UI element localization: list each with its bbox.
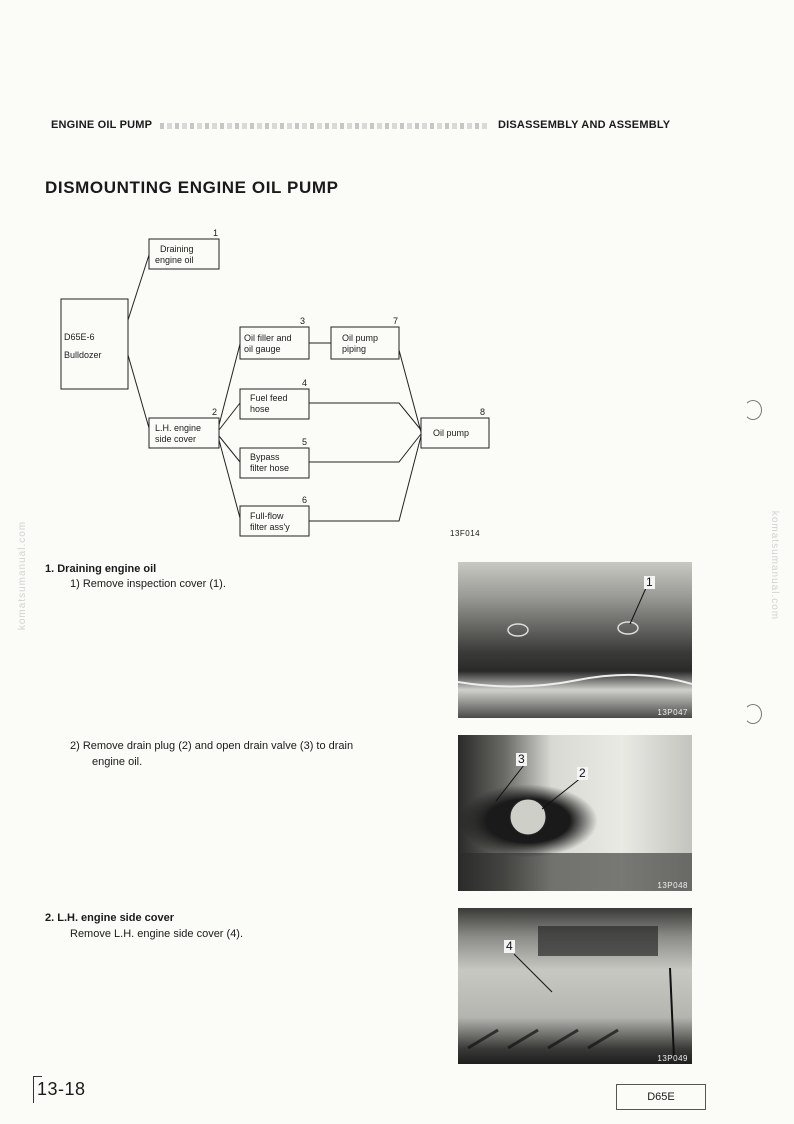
step-1-heading: 1. Draining engine oil (45, 563, 157, 575)
node-5-line-1: Bypass (250, 452, 280, 462)
photo-2-detail (458, 735, 692, 891)
node-5-number: 5 (302, 437, 308, 447)
diagram-figure-code: 13F014 (450, 529, 481, 538)
node-2-line-2: side cover (155, 434, 197, 444)
machine-box (61, 299, 128, 389)
photo-3-code: 13P049 (657, 1054, 688, 1063)
page-title: DISMOUNTING ENGINE OIL PUMP (45, 178, 339, 197)
node-7-line-2: piping (342, 344, 367, 354)
photo-3-detail (458, 908, 692, 1064)
section-header: ENGINE OIL PUMP (51, 119, 153, 131)
photo-2-code: 13P048 (657, 881, 688, 890)
node-3-number: 3 (300, 316, 306, 326)
node-8-number: 8 (480, 407, 486, 417)
node-box-7 (331, 327, 399, 359)
photo-1-detail (458, 562, 692, 718)
photo-inspection-cover (458, 562, 692, 718)
photo-side-cover (458, 908, 692, 1064)
node-6-line-2: filter ass'y (250, 522, 290, 532)
machine-line-1: D65E-6 (64, 332, 95, 342)
photo-drain-plug (458, 735, 692, 891)
watermark-right: komatsumanual.com (769, 510, 781, 621)
node-2-number: 2 (212, 407, 218, 417)
photo-1-callout: 1 (646, 575, 653, 589)
machine-line-2: Bulldozer (64, 350, 102, 360)
binder-hole-lower (744, 704, 762, 724)
node-1-line-1: Draining (160, 244, 194, 254)
diagram-boxes (61, 239, 489, 536)
step-1-2-text-line-1: 2) Remove drain plug (2) and open drain valve (3) to drain (70, 740, 354, 752)
node-8-line-1: Oil pump (433, 428, 470, 438)
step-1-2-text-line-2: engine oil. (92, 756, 143, 768)
node-7-number: 7 (393, 316, 399, 326)
photo-1-code: 13P047 (657, 708, 688, 717)
node-3-line-1: Oil filler and (244, 333, 292, 343)
procedure-flow-diagram (0, 0, 794, 560)
node-5-line-2: filter hose (250, 463, 290, 473)
node-box-3 (240, 327, 309, 359)
diagram-connectors (128, 255, 421, 521)
node-6-line-1: Full-flow (250, 511, 284, 521)
step-2-heading: 2. L.H. engine side cover (45, 912, 174, 924)
model-box: D65E (616, 1084, 706, 1110)
photo-3-callout: 4 (506, 939, 513, 953)
page-number: 13-18 (37, 1079, 86, 1099)
node-2-line-1: L.H. engine (155, 423, 202, 433)
node-1-number: 1 (213, 228, 219, 238)
node-3-line-2: oil gauge (244, 344, 281, 354)
node-4-number: 4 (302, 378, 308, 388)
binder-hole-upper (744, 400, 762, 420)
node-1-line-2: engine oil (155, 255, 194, 265)
step-2-1-text: Remove L.H. engine side cover (4). (70, 928, 244, 940)
chapter-header: DISASSEMBLY AND ASSEMBLY (498, 119, 671, 131)
node-4-line-1: Fuel feed (250, 393, 288, 403)
node-7-line-1: Oil pump (342, 333, 379, 343)
step-1-1-text: 1) Remove inspection cover (1). (70, 578, 226, 590)
watermark-left: komatsumanual.com (17, 520, 29, 631)
photo-2-callout-b: 2 (579, 766, 586, 780)
node-4-line-2: hose (250, 404, 270, 414)
node-6-number: 6 (302, 495, 308, 505)
photo-2-callout-a: 3 (518, 752, 525, 766)
